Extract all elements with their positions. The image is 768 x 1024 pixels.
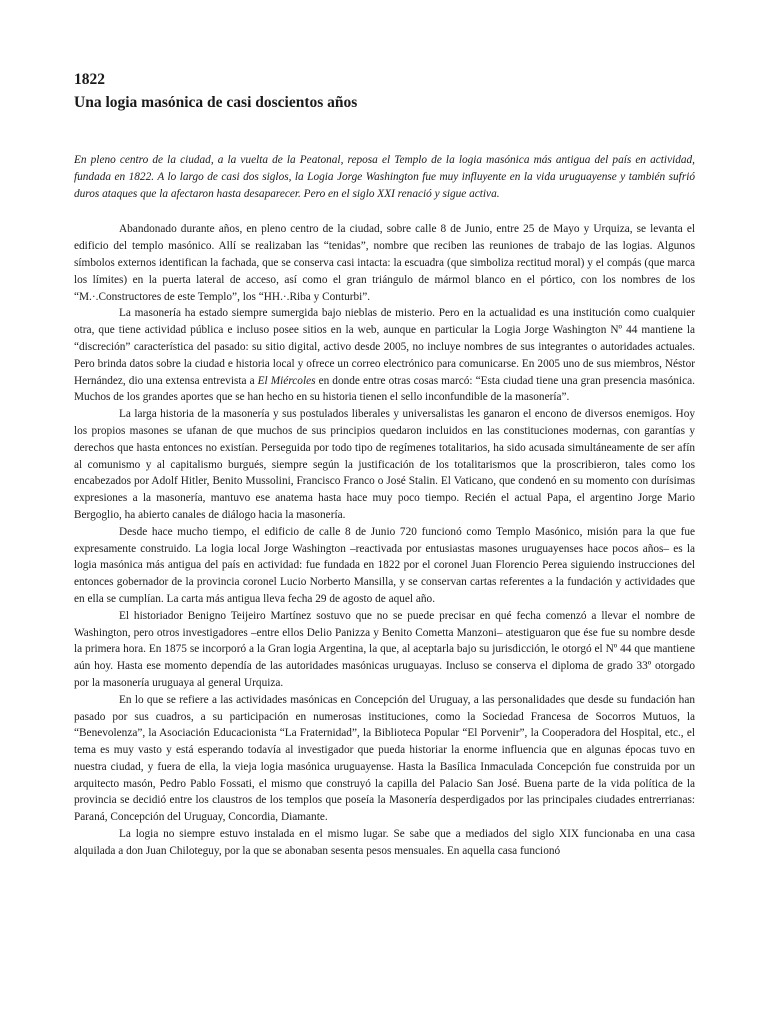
paragraph-4: Desde hace mucho tiempo, el edificio de calle 8 de Junio 720 funcionó como Templo Masónico, misión para la que fue expresamente construido. La logia local Jorge Washington –reactivada por entusiastas masones uruguayenses hace pocos años– es la logia masónica más antigua del país en actividad: fue fundada en 1822 por el coronel Juan Florencio Perea siguiendo instrucciones del entonces gobernador de la provincia coronel Lucio Norberto Mansilla, y se conservan cartas referentes a la fundación y actividades que en ella se cumplían. La carta más antigua lleva fecha 29 de agosto de aquel año. [74,525,695,605]
article-lead: En pleno centro de la ciudad, a la vuelta de la Peatonal, reposa el Templo de la logia masónica más antigua del país en actividad, fundada en 1822. A lo largo de casi dos siglos, la Logia Jorge Washington fue muy influyente en la vida uruguayense y también sufrió duros ataques que la afectaron hasta desaparecer. Pero en el siglo XXI renació y sigue activa. [74,154,695,200]
paragraph-3: La larga historia de la masonería y sus postulados liberales y universalistas les ganaron el encono de diversos enemigos. Hoy los propios masones se ufanan de que muchos de sus principios quedaron incluidos en las constituciones modernas, con garantías y derechos que hasta entonces no existían. Perseguida por todo tipo de regímenes totalitarios, ha sido acusada simultáneamente de ser afín al comunismo y al capitalismo burgués, siempre según la justificación de los totalitarismos que la proscribieron, tales como los encabezados por Adolf Hitler, Benito Mussolini, Francisco Franco o José Stalin. El Vaticano, que condenó en su momento con durísimas expresiones a la masonería, mantuvo ese anatema hasta hace muy poco tiempo. Recién el actual Papa, el argentino Jorge Mario Bergoglio, ha abierto canales de diálogo hacia la masonería. [74,408,695,521]
article-body [74,221,695,859]
paragraph-7: La logia no siempre estuvo instalada en el mismo lugar. Se sabe que a mediados del siglo XIX funcionaba en una casa alquilada a don Juan Chiloteguy, por la que se abonaban sesenta pesos mensuales. En aquella casa funcionó [74,828,695,857]
paragraph-1: Abandonado durante años, en pleno centro de la ciudad, sobre calle 8 de Junio, entre 25 de Mayo y Urquiza, se levanta el edificio del templo masónico. Allí se realizaban las “tenidas”, nombre que reciben las reuniones de trabajo de las logias. Algunos símbolos externos identifican la fachada, que se conserva casi intacta: la escuadra (que simboliza rectitud moral) y el compás (que marca los límites) en la puerta lateral de acceso, así como el gran triángulo de mármol blanco en el pórtico, con los nombres de los “M.·.Constructores de este Templo”, los “HH.·.Riba y Conturbi”. [74,223,695,303]
paragraph-2-text-b: en donde entre otras cosas marcó: “Esta ciudad tiene una gran presencia masónica. Muchos de los grandes aportes que se han hecho en su historia tienen el sello inconfundible de la masonería”. [74,374,695,404]
article-title: Una logia masónica de casi doscientos años [74,94,358,111]
paragraph-2 [74,305,695,406]
paragraph-2-text-a: La masonería ha estado siempre sumergida bajo nieblas de misterio. Pero en la actualidad es una institución como cualquier otra, que tiene actividad pública e incluso posee sitios en la web, aunque en particular la Logia Jorge Washington Nº 44 mantiene la “discreción” característica del pasado: su sitio digital, activo desde 2005, no incluye nombres de sus integrantes o autoridades actuales. Pero brinda datos sobre la ciudad e historia local y ofrece un correo electrónico para comunicarse. En 2005 uno de sus miembros, Néstor Hernández, dio una extensa entrevista a [74,307,695,387]
article [74,68,695,860]
newspaper-name: El Miércoles [257,374,316,387]
paragraph-5: El historiador Benigno Teijeiro Martínez sostuvo que no se puede precisar en qué fecha comenzó a llevar el nombre de Washington, pero otros investigadores –entre ellos Delio Panizza y Benito Cometta Manzoni– atestiguaron que ése fue su nombre desde la primera hora. En 1875 se incorporó a la Gran logia Argentina, la que, al aceptarla bajo su jurisdicción, le otorgó el Nº 44 que mantiene aún hoy. Hasta ese momento dependía de las autoridades masónicas uruguayas. Incluso se conserva el diploma de grado 33º otorgado por la masonería uruguaya al general Urquiza. [74,609,695,689]
paragraph-6: En lo que se refiere a las actividades masónicas en Concepción del Uruguay, a las personalidades que desde su fundación han pasado por sus cuadros, a su participación en numerosas instituciones, como la Sociedad Francesa de Socorros Mutuos, la “Benevolenza”, la Asociación Educacionista “La Fraternidad”, la Biblioteca Popular “El Porvenir”, la Cooperadora del Hospital, etc., el tema es muy vasto y está esperando todavía al investigador que pueda historiar la enorme influencia que en algunas épocas tuvo en nuestra ciudad, y fuera de ella, la vieja logia masónica uruguayense. Hasta la Basílica Inmaculada Concepción fue construida por un arquitecto masón, Pedro Pablo Fossati, el mismo que construyó la capilla del Palacio San José. Buena parte de la vida política de la provincia se decidió entre los claustros de los templos que poseía la Masonería desperdigados por las principales ciudades entrerrianas: Paraná, Concepción del Uruguay, Concordia, Diamante. [74,693,695,824]
article-year: 1822 [74,71,105,88]
